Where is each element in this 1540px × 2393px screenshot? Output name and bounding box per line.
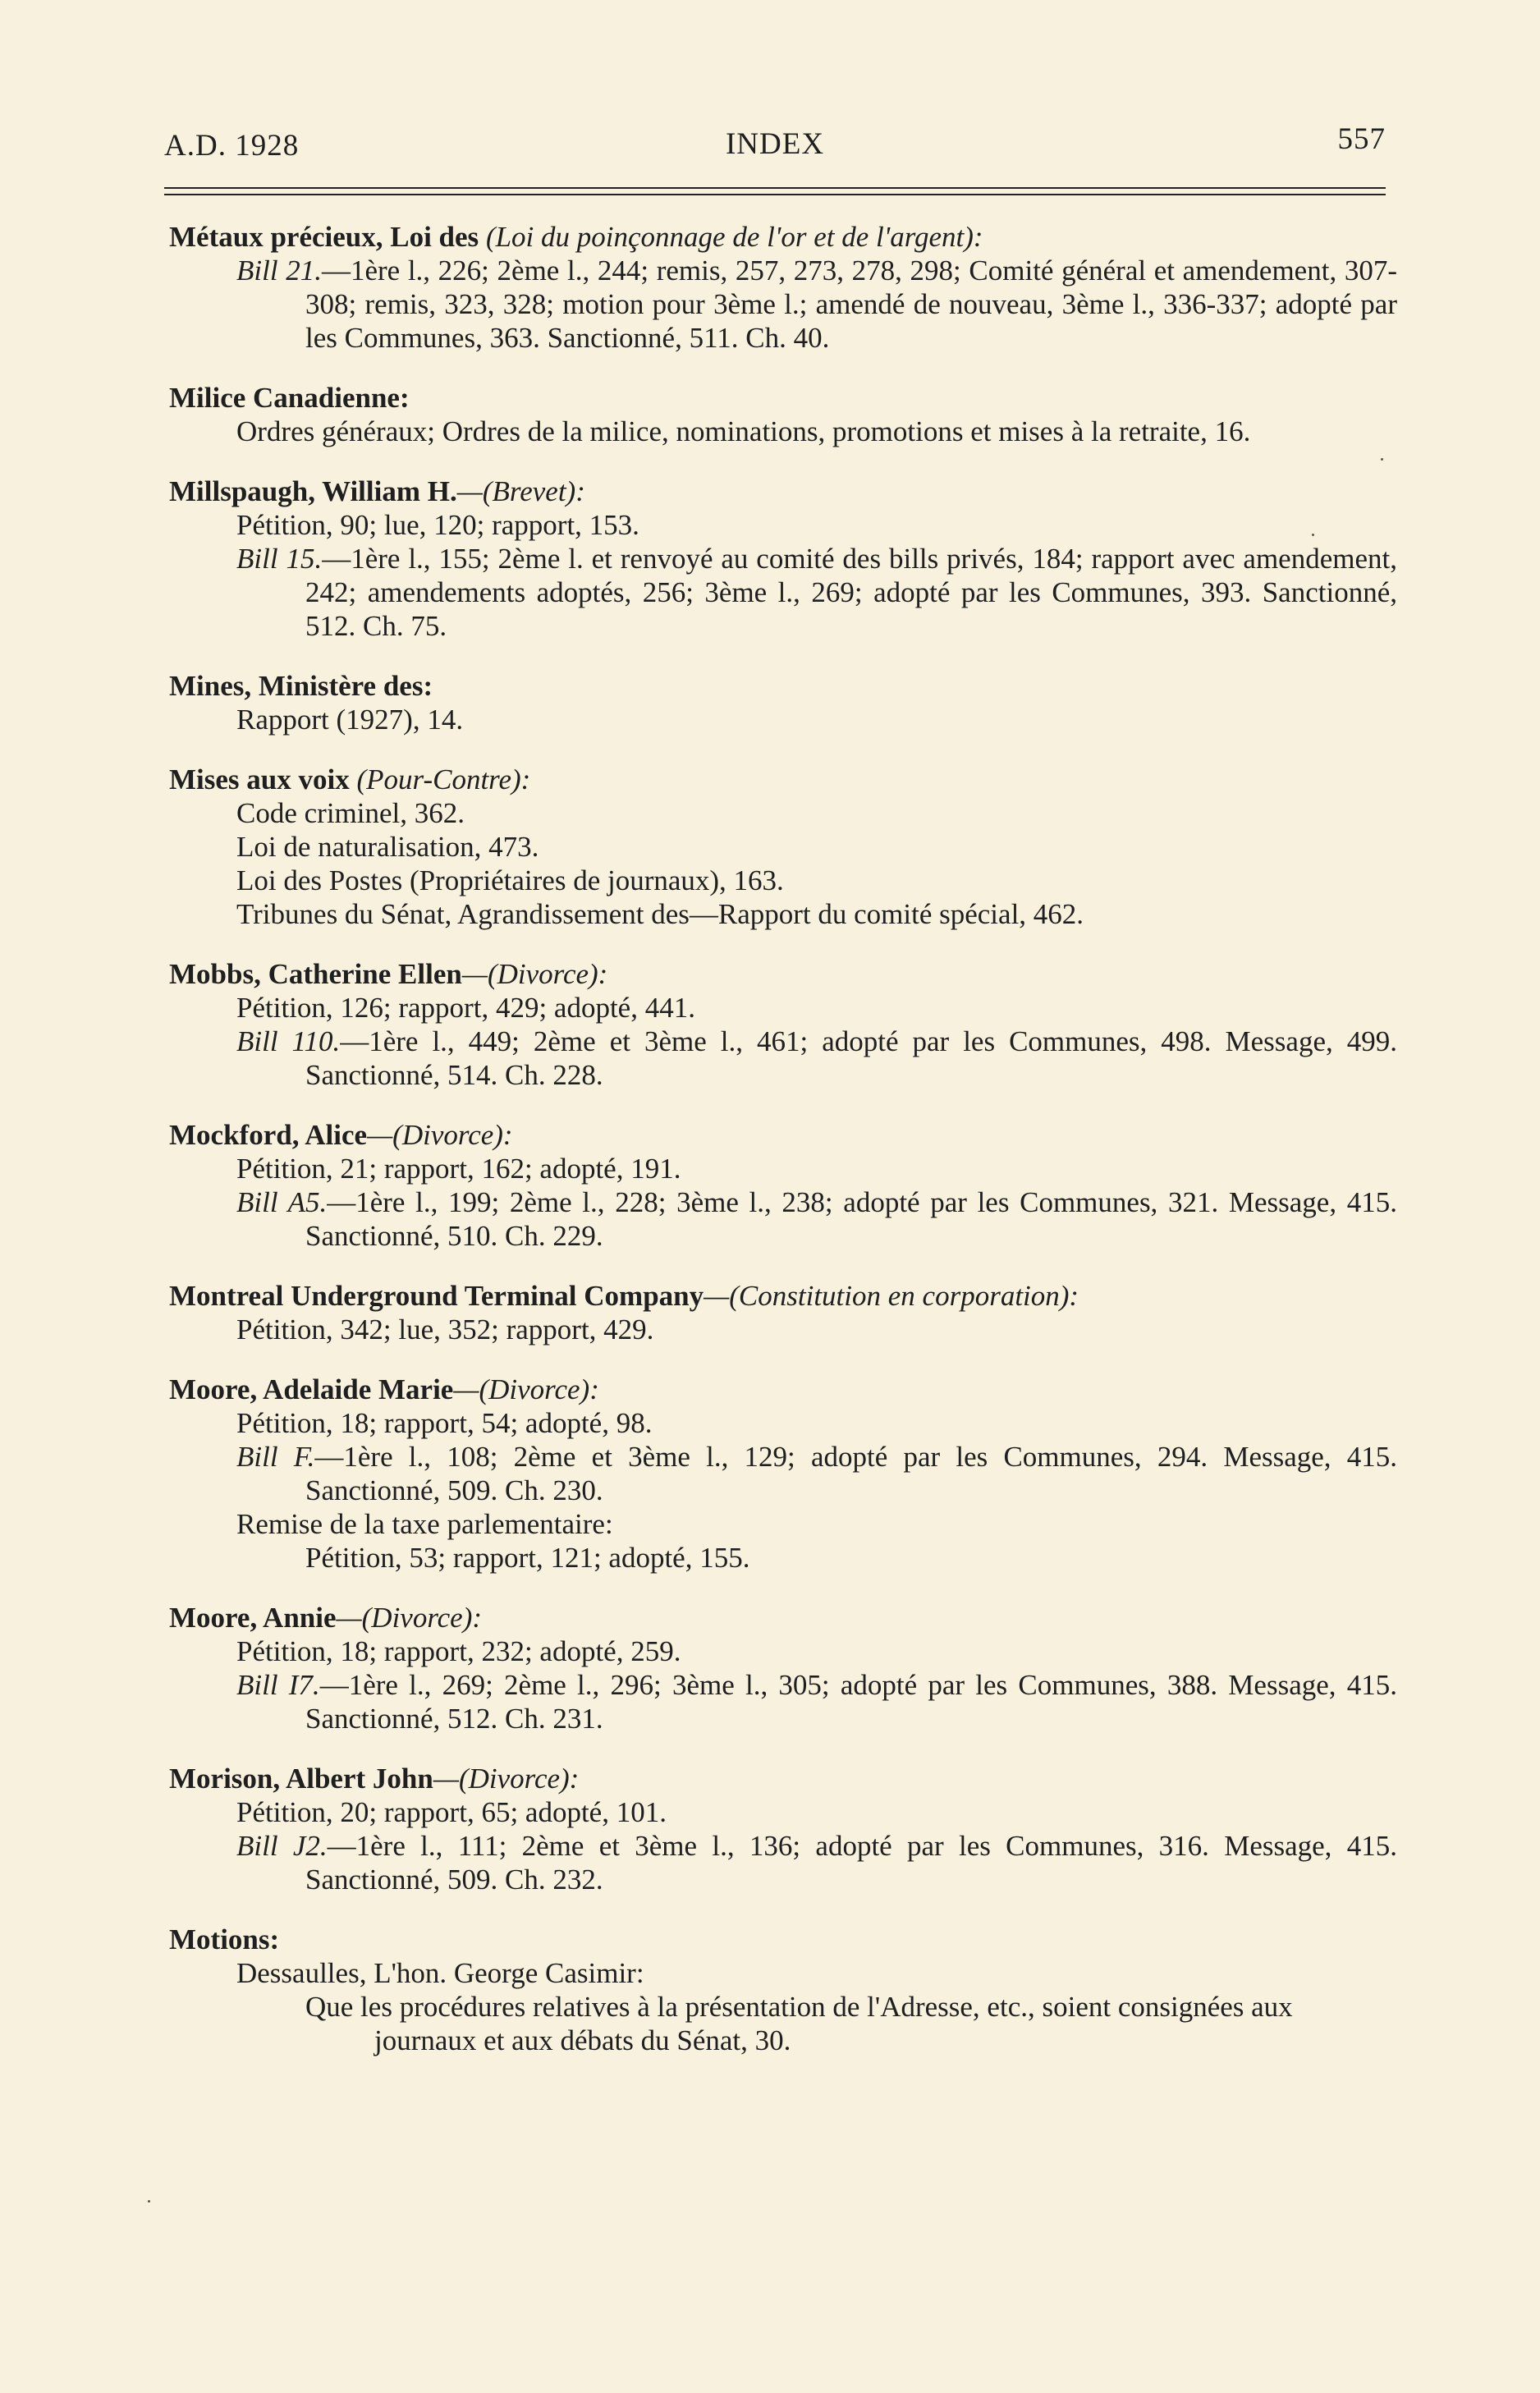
header-year: A.D. 1928: [164, 129, 300, 163]
index-entry: [169, 381, 1397, 448]
entry-heading: Millspaugh, William H.—(Brevet):: [169, 475, 585, 507]
bill-line: [169, 1025, 1397, 1092]
page-header: [164, 121, 1386, 171]
entry-heading: Métaux précieux, Loi des (Loi du poinçonnage de l'or et de l'argent):: [169, 221, 983, 253]
bill-label: Bill 21.: [236, 254, 322, 287]
bill-label: Bill 15.: [236, 543, 323, 575]
bill-label: Bill I7.: [236, 1669, 320, 1701]
bill-line: [169, 254, 1397, 355]
entry-line: Pétition, 53; rapport, 121; adopté, 155.: [305, 1542, 750, 1574]
bill-text: —1ère l., 155; 2ème l. et renvoyé au comité des bills privés, 184; rapport avec amendement, 242; amendements adoptés, 256; 3ème l., 269; adopté par les Communes, 393. Sanctionné, 512. Ch. 75.: [305, 543, 1397, 642]
bill-label: Bill F.: [236, 1441, 315, 1473]
bill-label: Bill A5.: [236, 1186, 328, 1218]
paper-speck: [148, 2200, 150, 2203]
entry-line: Pétition, 20; rapport, 65; adopté, 101.: [236, 1796, 667, 1828]
entry-line: Loi des Postes (Propriétaires de journaux), 163.: [236, 864, 784, 896]
index-entry: [169, 1279, 1397, 1346]
index-entry: [169, 1373, 1397, 1575]
paper-speck: [1381, 458, 1383, 461]
entry-note: —(Divorce):: [461, 958, 608, 990]
bill-line: [169, 542, 1397, 643]
entry-line: Pétition, 21; rapport, 162; adopté, 191.: [236, 1153, 681, 1185]
bill-line: [169, 1829, 1397, 1896]
bill-line: [169, 1440, 1397, 1507]
index-entry: [169, 1601, 1397, 1735]
entry-line: Rapport (1927), 14.: [236, 704, 464, 736]
entry-note: —(Divorce):: [433, 1763, 580, 1795]
entry-line: Code criminel, 362.: [236, 797, 465, 829]
entry-note: —(Constitution en corporation):: [704, 1280, 1079, 1312]
index-entry: [169, 763, 1397, 931]
entry-note: (Pour-Contre):: [356, 763, 531, 795]
entry-heading: Montreal Underground Terminal Company—(Constitution en corporation):: [169, 1280, 1079, 1312]
bill-label: Bill J2.: [236, 1830, 328, 1862]
entry-line: Pétition, 90; lue, 120; rapport, 153.: [236, 509, 639, 541]
entry-heading: Mobbs, Catherine Ellen—(Divorce):: [169, 958, 608, 990]
index-entry: [169, 220, 1397, 355]
index-entry: [169, 474, 1397, 643]
entry-heading: Motions:: [169, 1923, 280, 1955]
header-rule-bottom: [164, 194, 1386, 195]
sub-entry-line: Que les procédures relatives à la présentation de l'Adresse, etc., soient consignées aux journaux et aux débats du Sénat, 30.: [305, 1991, 1293, 2056]
bill-line: [169, 1185, 1397, 1253]
entry-line: Loi de naturalisation, 473.: [236, 831, 539, 863]
entry-heading: Mines, Ministère des:: [169, 670, 433, 702]
header-title: INDEX: [725, 127, 825, 161]
entry-line: Tribunes du Sénat, Agrandissement des—Rapport du comité spécial, 462.: [236, 898, 1084, 930]
entry-line: Pétition, 126; rapport, 429; adopté, 441.: [236, 992, 695, 1024]
index-entry: [169, 957, 1397, 1092]
bill-line: [169, 1668, 1397, 1735]
bill-text: —1ère l., 269; 2ème l., 296; 3ème l., 305; adopté par les Communes, 388. Message, 415. Sanctionné, 512. Ch. 231.: [305, 1669, 1397, 1735]
entry-heading: Milice Canadienne:: [169, 382, 410, 414]
index-body: [169, 220, 1397, 2084]
bill-text: —1ère l., 226; 2ème l., 244; remis, 257, 273, 278, 298; Comité général et amendement, 307-308; remis, 323, 328; motion pour 3ème l.; amendé de nouveau, 3ème l., 336-337; adopté par les Communes, 363. Sanctionné, 511. Ch. 40.: [305, 254, 1397, 354]
index-entry: [169, 1118, 1397, 1253]
index-entry: [169, 669, 1397, 736]
entry-note: —(Divorce):: [453, 1373, 599, 1405]
entry-line: Dessaulles, L'hon. George Casimir:: [236, 1957, 644, 1989]
entry-note: (Loi du poinçonnage de l'or et de l'argent):: [485, 221, 983, 253]
paper-speck: [1312, 534, 1314, 536]
header-rule-top: [164, 187, 1386, 189]
bill-text: —1ère l., 111; 2ème et 3ème l., 136; adopté par les Communes, 316. Message, 415. Sanctionné, 509. Ch. 232.: [305, 1830, 1397, 1896]
entry-note: —(Divorce):: [336, 1602, 483, 1634]
bill-text: —1ère l., 449; 2ème et 3ème l., 461; adopté par les Communes, 498. Message, 499. Sanctionné, 514. Ch. 228.: [305, 1025, 1397, 1091]
bill-text: —1ère l., 108; 2ème et 3ème l., 129; adopté par les Communes, 294. Message, 415. Sanctionné, 509. Ch. 230.: [305, 1441, 1397, 1506]
page-number: 557: [1337, 122, 1386, 156]
entry-heading: Morison, Albert John—(Divorce):: [169, 1763, 580, 1795]
bill-text: —1ère l., 199; 2ème l., 228; 3ème l., 238; adopté par les Communes, 321. Message, 415. Sanctionné, 510. Ch. 229.: [305, 1186, 1397, 1252]
entry-line: Pétition, 18; rapport, 232; adopté, 259.: [236, 1635, 681, 1667]
bill-label: Bill 110.: [236, 1025, 341, 1057]
entry-heading: Mises aux voix (Pour-Contre):: [169, 763, 531, 795]
entry-heading: Mockford, Alice—(Divorce):: [169, 1119, 513, 1151]
entry-line: Ordres généraux; Ordres de la milice, nominations, promotions et mises à la retraite, 16.: [236, 415, 1251, 447]
entry-note: —(Brevet):: [456, 475, 585, 507]
entry-heading: Moore, Annie—(Divorce):: [169, 1602, 483, 1634]
index-entry: [169, 1762, 1397, 1896]
index-entry: [169, 1923, 1397, 2057]
entry-line: Pétition, 18; rapport, 54; adopté, 98.: [236, 1407, 653, 1439]
entry-line: Pétition, 342; lue, 352; rapport, 429.: [236, 1313, 654, 1345]
entry-heading: Moore, Adelaide Marie—(Divorce):: [169, 1373, 599, 1405]
sub-heading: Remise de la taxe parlementaire:: [236, 1508, 613, 1540]
entry-note: —(Divorce):: [367, 1119, 513, 1151]
